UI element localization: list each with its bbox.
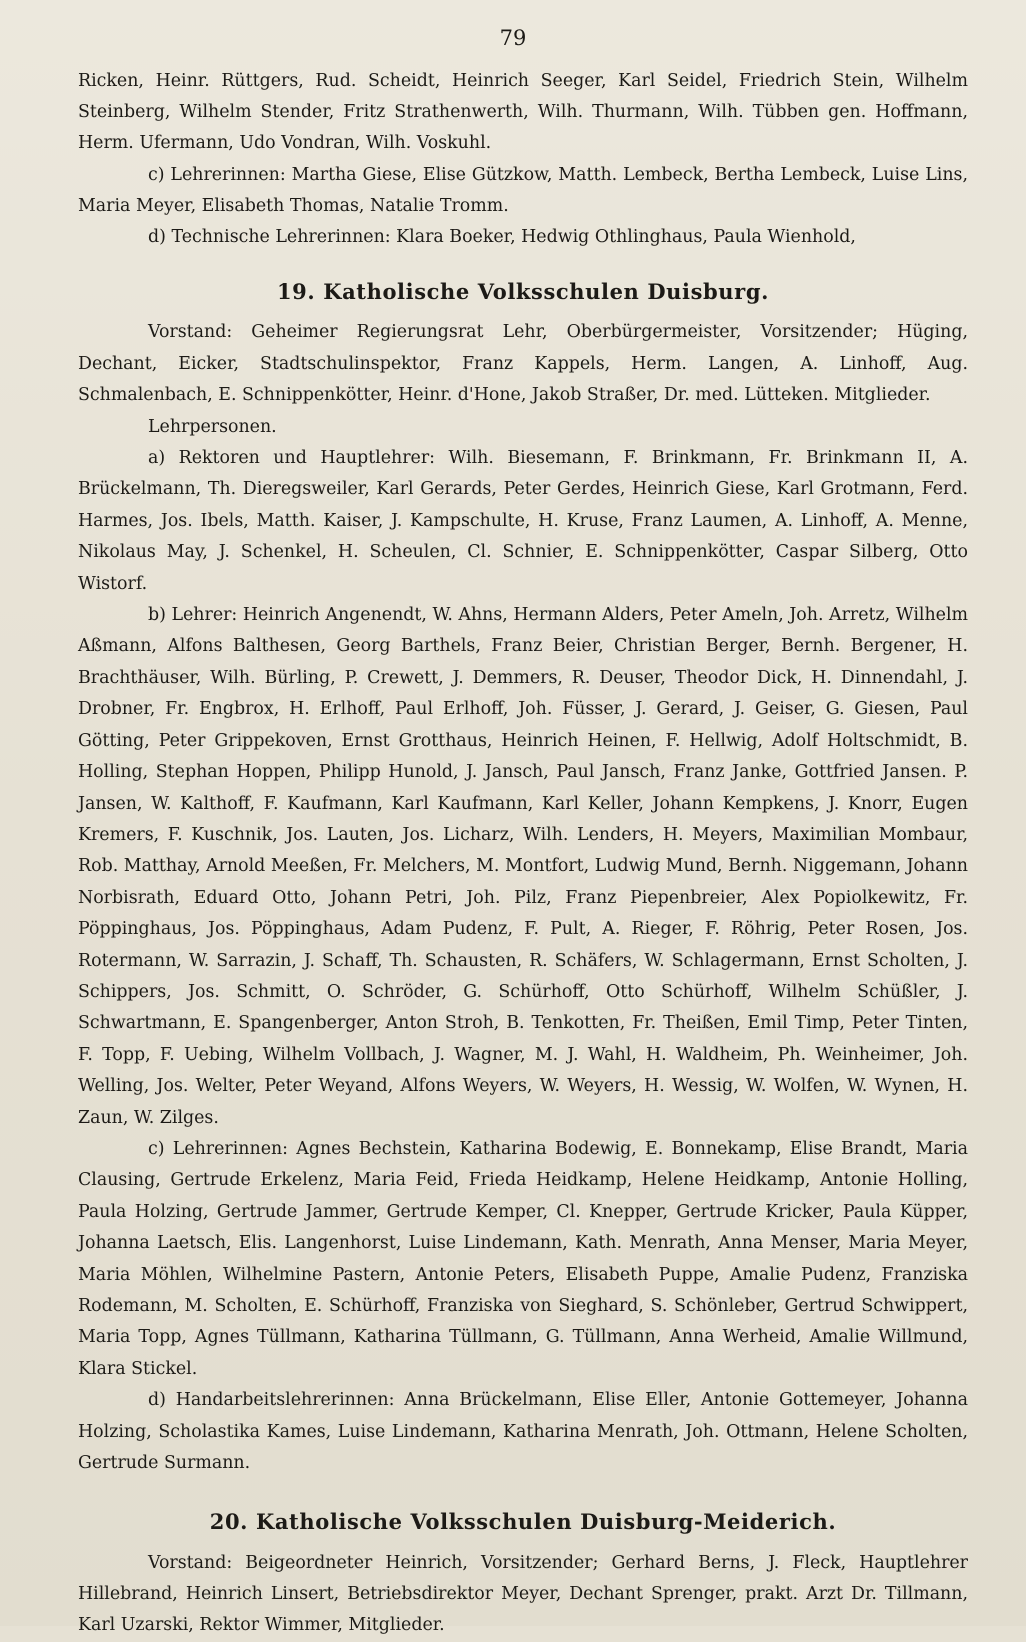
section-19-handarbeit: d) Handarbeitslehrerinnen: Anna Brückelmann, Elise Eller, Antonie Gottemeyer, Johanna Holzing, Scholastika Kames, Luise Lindemann, Katharina Menrath, Joh. Ottmann, Helene Scholten, Gertrude Surmann. [78,1390,968,1474]
page-number: 79 [499,26,527,50]
section-19-lehrerinnen: c) Lehrerinnen: Agnes Bechstein, Katharina Bodewig, E. Bonnekamp, Elise Brandt, Maria Clausing, Gertrude Erkelenz, Maria Feid, Frieda Heidkamp, Helene Heidkamp, Antonie Holling, Paula Holzing, Gertrude Jammer, Gertrude Kemper, Cl. Knepper, Gertrude Kricker, Paula Küpper, Johanna Laetsch, Elis. Langenhorst, Luise Lindemann, Kath. Menrath, Anna Menser, Maria Meyer, Maria Möhlen, Wilhelmine Pastern, Antonie Peters, Elisabeth Puppe, Amalie Pudenz, Franziska Rodemann, M. Scholten, E. Schürhoff, Franziska von Sieghard, S. Schönleber, Gertrud Schwippert, Maria Topp, Agnes Tüllmann, Katharina Tüllmann, G. Tüllmann, Anna Werheid, Amalie Willmund, Klara Stickel. [78,1138,968,1379]
section-20-vorstand: Vorstand: Beigeordneter Heinrich, Vorsitzender; Gerhard Berns, J. Fleck, Hauptlehrer Hillebrand, Heinrich Linsert, Betriebsdirektor Meyer, Dechant Sprenger, prakt. Arzt Dr. Tillmann, Karl Uzarski, Rektor Wimmer, Mitglieder. [78,1552,968,1636]
section-20 [78,1506,968,1641]
section-19-vorstand: Vorstand: Geheimer Regierungsrat Lehr, Oberbürgermeister, Vorsitzender; Hüging, Dechant, Eicker, Stadtschulinspektor, Franz Kappels, Herm. Langen, A. Linhoff, Aug. Schmalenbach, E. Schnippenkötter, Heinr. d'Hone, Jakob Straßer, Dr. med. Lütteken. Mitglieder. [78,322,968,406]
section-19-lehrer: b) Lehrer: Heinrich Angenendt, W. Ahns, Hermann Alders, Peter Ameln, Joh. Arretz, Wilhelm Aßmann, Alfons Balthesen, Georg Barthels, Franz Beier, Christian Berger, Bernh. Bergener, H. Brachthäuser, Wilh. Bürling, P. Crewett, J. Demmers, R. Deuser, Theodor Dick, H. Dinnendahl, J. Drobner, Fr. Engbrox, H. Erlhoff, Paul Erlhoff, Joh. Füsser, J. Gerard, J. Geiser, G. Giesen, Paul Götting, Peter Grippekoven, Ernst Grotthaus, Heinrich Heinen, F. Hellwig, Adolf Holtschmidt, B. Holling, Stephan Hoppen, Philipp Hunold, J. Jansch, Paul Jansch, Franz Janke, Gottfried Jansen. P. Jansen, W. Kalthoff, F. Kaufmann, Karl Kaufmann, Karl Keller, Johann Kempkens, J. Knorr, Eugen Kremers, F. Kuschnik, Jos. Lauten, Jos. Licharz, Wilh. Lenders, H. Meyers, Maximilian Mombaur, Rob. Matthay, Arnold Meeßen, Fr. Melchers, M. Montfort, Ludwig Mund, Bernh. Niggemann, Johann Norbisrath, Eduard Otto, Johann Petri, Joh. Pilz, Franz Piepenbreier, Alex Popiolkewitz, Fr. Pöppinghaus, Jos. Pöppinghaus, Adam Pudenz, F. Pult, A. Rieger, F. Röhrig, Peter Rosen, Jos. Rotermann, W. Sarrazin, J. Schaff, Th. Schausten, R. Schäfers, W. Schlagermann, Ernst Scholten, J. Schippers, Jos. Schmitt, O. Schröder, G. Schürhoff, Otto Schürhoff, Wilhelm Schüßler, J. Schwartmann, E. Spangenberger, Anton Stroh, B. Tenkotten, Fr. Theißen, Emil Timp, Peter Tinten, F. Topp, F. Uebing, Wilhelm Vollbach, J. Wagner, M. J. Wahl, H. Waldheim, Ph. Weinheimer, Joh. Welling, Jos. Welter, Peter Weyand, Alfons Weyers, W. Weyers, H. Wessig, W. Wolfen, W. Wynen, H. Zaun, W. Zilges. [78,605,968,1128]
section-19 [78,276,968,1479]
names-continuation: Ricken, Heinr. Rüttgers, Rud. Scheidt, Heinrich Seeger, Karl Seidel, Friedrich Stein, Wilhelm Steinberg, Wilhelm Stender, Fritz Strathenwerth, Wilh. Thurmann, Wilh. Tübben gen. Hoffmann, Herm. Ufermann, Udo Vondran, Wilh. Voskuhl. [78,71,968,154]
continuation-block [78,66,968,253]
lehrerinnen-paragraph: c) Lehrerinnen: Martha Giese, Elise Gützkow, Matth. Lembeck, Bertha Lembeck, Luise Lins, Maria Meyer, Elisabeth Thomas, Natalie Tromm. [78,164,968,216]
page-content [78,66,968,1642]
section-19-rektoren: a) Rektoren und Hauptlehrer: Wilh. Biesemann, F. Brinkmann, Fr. Brinkmann II, A. Brückelmann, Th. Dieregsweiler, Karl Gerards, Peter Gerdes, Heinrich Giese, Karl Grotmann, Ferd. Harmes, Jos. Ibels, Matth. Kaiser, J. Kampschulte, H. Kruse, Franz Laumen, A. Linhoff, A. Menne, Nikolaus May, J. Schenkel, H. Scheulen, Cl. Schnier, E. Schnippenkötter, Caspar Silberg, Otto Wistorf. [78,448,968,594]
section-20-title: 20. Katholische Volksschulen Duisburg-Meiderich. [209,1509,837,1535]
technische-lehrerinnen-paragraph: d) Technische Lehrerinnen: Klara Boeker, Hedwig Othlinghaus, Paula Wienhold, [148,227,856,248]
section-19-title: 19. Katholische Volksschulen Duisburg. [276,279,770,305]
section-19-lehrpersonen: Lehrpersonen. [148,416,277,437]
